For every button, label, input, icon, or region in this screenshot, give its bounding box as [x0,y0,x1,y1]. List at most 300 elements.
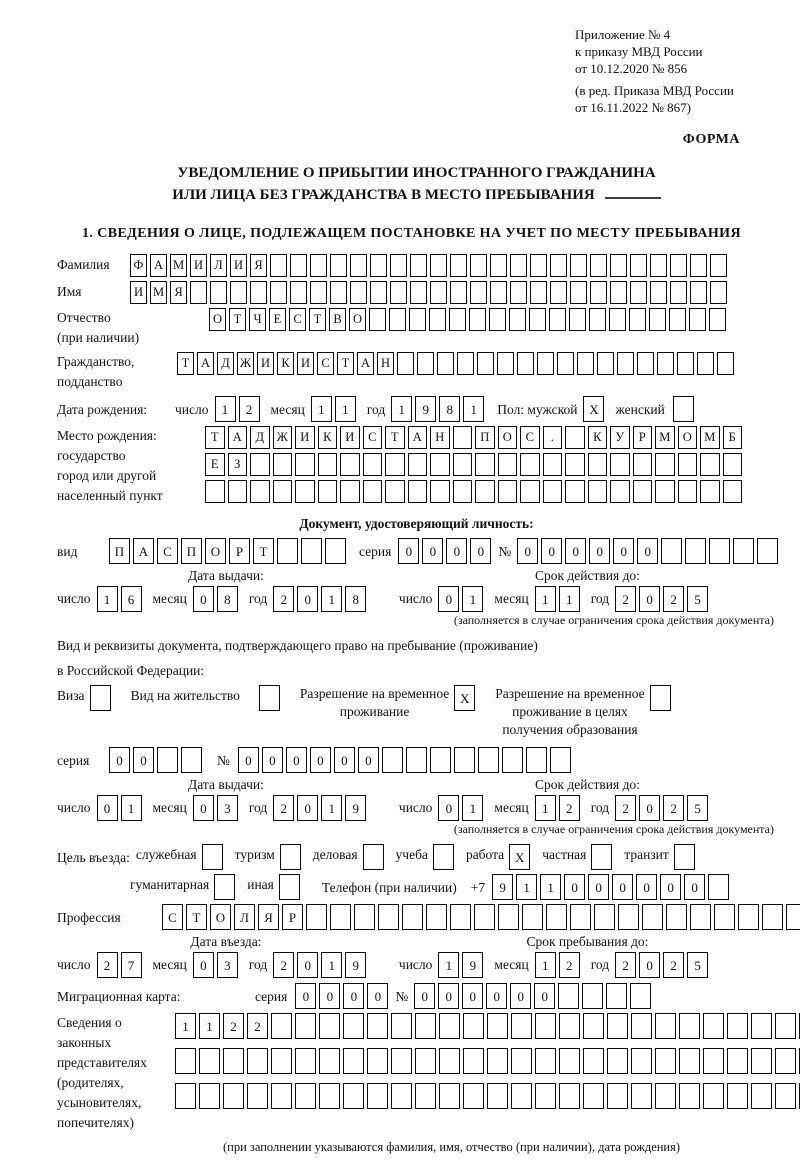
char-cell[interactable]: И [340,426,360,449]
char-cell[interactable] [617,352,634,375]
char-cell[interactable] [700,453,720,476]
char-cell[interactable] [378,904,399,930]
char-cell[interactable] [406,747,427,773]
char-cell[interactable]: 0 [438,795,459,821]
char-cell[interactable]: А [197,352,214,375]
char-cell[interactable]: 1 [199,1013,220,1039]
char-cell[interactable] [430,453,450,476]
char-cell[interactable] [310,254,327,277]
char-cell[interactable]: 5 [687,795,708,821]
char-cell[interactable]: 0 [510,983,531,1009]
char-cell[interactable]: 0 [438,586,459,612]
char-cell[interactable] [655,480,675,503]
char-cell[interactable] [606,983,627,1009]
char-cell[interactable]: Р [282,904,303,930]
char-cell[interactable] [520,453,540,476]
char-cell[interactable] [685,538,706,564]
char-cell[interactable] [570,281,587,304]
char-cell[interactable] [290,281,307,304]
char-cell[interactable]: 0 [343,983,364,1009]
char-cell[interactable]: 0 [589,538,610,564]
char-cell[interactable]: 1 [321,795,342,821]
char-cell[interactable] [546,904,567,930]
char-cell[interactable]: 1 [516,874,537,900]
char-cell[interactable]: Л [234,904,255,930]
char-cell[interactable] [450,281,467,304]
char-cell[interactable]: 1 [97,586,118,612]
char-cell[interactable]: А [228,426,248,449]
char-cell[interactable] [318,480,338,503]
char-cell[interactable] [569,308,586,331]
char-cell[interactable] [199,1083,220,1109]
char-cell[interactable]: 0 [286,747,307,773]
char-cell[interactable]: Т [205,426,225,449]
char-cell[interactable] [775,1013,796,1039]
char-cell[interactable] [550,254,567,277]
char-cell[interactable] [630,983,651,1009]
char-cell[interactable] [565,426,585,449]
char-cell[interactable] [650,281,667,304]
char-cell[interactable] [271,1048,292,1074]
char-cell[interactable] [370,281,387,304]
char-cell[interactable] [757,538,778,564]
char-cell[interactable]: Я [258,904,279,930]
char-cell[interactable] [590,281,607,304]
char-cell[interactable]: 1 [438,952,459,978]
char-cell[interactable]: Ф [130,254,147,277]
char-cell[interactable] [637,352,654,375]
char-cell[interactable] [591,844,612,870]
char-cell[interactable]: 9 [345,795,366,821]
char-cell[interactable]: Ж [273,426,293,449]
char-cell[interactable] [738,904,759,930]
char-cell[interactable] [175,1048,196,1074]
char-cell[interactable] [618,904,639,930]
char-cell[interactable]: С [162,904,183,930]
char-cell[interactable] [607,1048,628,1074]
char-cell[interactable]: М [150,281,167,304]
char-cell[interactable] [650,685,671,711]
char-cell[interactable]: 0 [319,983,340,1009]
char-cell[interactable] [570,254,587,277]
char-cell[interactable]: И [257,352,274,375]
char-cell[interactable] [543,480,563,503]
char-cell[interactable] [433,844,454,870]
char-cell[interactable]: 0 [297,586,318,612]
char-cell[interactable]: Ч [249,308,266,331]
char-cell[interactable]: Б [723,426,743,449]
char-cell[interactable] [559,1083,580,1109]
char-cell[interactable]: 1 [535,795,556,821]
char-cell[interactable]: 0 [133,747,154,773]
char-cell[interactable] [228,480,248,503]
char-cell[interactable]: 0 [109,747,130,773]
char-cell[interactable] [543,453,563,476]
char-cell[interactable] [430,281,447,304]
char-cell[interactable] [631,1083,652,1109]
char-cell[interactable] [630,281,647,304]
char-cell[interactable] [439,1013,460,1039]
char-cell[interactable] [343,1013,364,1039]
char-cell[interactable] [340,453,360,476]
char-cell[interactable] [657,352,674,375]
char-cell[interactable]: 1 [335,396,356,422]
char-cell[interactable]: 0 [534,983,555,1009]
char-cell[interactable]: 1 [175,1013,196,1039]
char-cell[interactable] [415,1048,436,1074]
char-cell[interactable]: О [498,426,518,449]
char-cell[interactable] [330,904,351,930]
char-cell[interactable] [642,904,663,930]
char-cell[interactable] [390,254,407,277]
char-cell[interactable] [762,904,783,930]
char-cell[interactable]: 1 [321,952,342,978]
char-cell[interactable] [415,1083,436,1109]
char-cell[interactable]: 1 [462,795,483,821]
char-cell[interactable]: О [349,308,366,331]
char-cell[interactable] [489,308,506,331]
char-cell[interactable] [280,844,301,870]
char-cell[interactable]: 3 [217,952,238,978]
char-cell[interactable]: О [210,904,231,930]
char-cell[interactable] [325,538,346,564]
char-cell[interactable] [330,281,347,304]
char-cell[interactable] [363,480,383,503]
char-cell[interactable] [475,480,495,503]
char-cell[interactable] [310,281,327,304]
char-cell[interactable]: 2 [559,952,580,978]
char-cell[interactable]: З [228,453,248,476]
char-cell[interactable]: О [205,538,226,564]
char-cell[interactable] [723,453,743,476]
char-cell[interactable] [673,396,694,422]
char-cell[interactable]: 0 [438,983,459,1009]
char-cell[interactable]: 9 [492,874,513,900]
char-cell[interactable]: 1 [321,586,342,612]
char-cell[interactable] [475,453,495,476]
char-cell[interactable] [469,308,486,331]
char-cell[interactable]: Н [377,352,394,375]
char-cell[interactable] [430,480,450,503]
char-cell[interactable]: 0 [639,952,660,978]
char-cell[interactable] [487,1048,508,1074]
char-cell[interactable] [369,308,386,331]
char-cell[interactable]: 1 [559,586,580,612]
char-cell[interactable]: 1 [540,874,561,900]
char-cell[interactable] [410,254,427,277]
char-cell[interactable]: 1 [391,396,412,422]
char-cell[interactable] [370,254,387,277]
char-cell[interactable] [397,352,414,375]
char-cell[interactable] [470,254,487,277]
char-cell[interactable] [175,1083,196,1109]
char-cell[interactable] [607,1083,628,1109]
char-cell[interactable] [703,1048,724,1074]
char-cell[interactable] [463,1083,484,1109]
char-cell[interactable] [666,904,687,930]
char-cell[interactable]: А [357,352,374,375]
char-cell[interactable] [565,480,585,503]
char-cell[interactable] [679,1013,700,1039]
char-cell[interactable] [498,480,518,503]
char-cell[interactable] [775,1083,796,1109]
char-cell[interactable] [511,1013,532,1039]
char-cell[interactable] [391,1013,412,1039]
char-cell[interactable]: П [109,538,130,564]
char-cell[interactable] [463,1013,484,1039]
char-cell[interactable] [629,308,646,331]
char-cell[interactable]: Т [309,308,326,331]
char-cell[interactable]: 0 [193,586,214,612]
char-cell[interactable]: К [588,426,608,449]
char-cell[interactable] [270,254,287,277]
char-cell[interactable]: У [610,426,630,449]
char-cell[interactable] [385,480,405,503]
char-cell[interactable]: 8 [439,396,460,422]
char-cell[interactable] [709,308,726,331]
char-cell[interactable] [318,453,338,476]
char-cell[interactable] [410,281,427,304]
char-cell[interactable]: 1 [535,586,556,612]
char-cell[interactable] [319,1013,340,1039]
char-cell[interactable]: 2 [97,952,118,978]
char-cell[interactable] [439,1048,460,1074]
char-cell[interactable] [478,747,499,773]
char-cell[interactable] [202,844,223,870]
char-cell[interactable]: В [329,308,346,331]
char-cell[interactable]: 0 [588,874,609,900]
char-cell[interactable] [319,1048,340,1074]
char-cell[interactable]: И [190,254,207,277]
char-cell[interactable] [498,453,518,476]
char-cell[interactable] [631,1013,652,1039]
char-cell[interactable]: 0 [637,538,658,564]
char-cell[interactable]: И [295,426,315,449]
char-cell[interactable] [463,1048,484,1074]
char-cell[interactable]: 0 [639,586,660,612]
char-cell[interactable]: X [509,844,530,870]
char-cell[interactable] [610,281,627,304]
char-cell[interactable] [610,453,630,476]
char-cell[interactable]: Ж [237,352,254,375]
char-cell[interactable] [717,352,734,375]
char-cell[interactable] [367,1083,388,1109]
char-cell[interactable]: 2 [273,795,294,821]
char-cell[interactable] [655,453,675,476]
char-cell[interactable]: 2 [559,795,580,821]
char-cell[interactable]: 0 [295,983,316,1009]
char-cell[interactable]: Т [229,308,246,331]
char-cell[interactable]: 2 [273,952,294,978]
char-cell[interactable]: 9 [345,952,366,978]
char-cell[interactable] [733,538,754,564]
char-cell[interactable]: 0 [565,538,586,564]
char-cell[interactable] [690,904,711,930]
char-cell[interactable] [537,352,554,375]
char-cell[interactable] [205,480,225,503]
char-cell[interactable] [509,308,526,331]
char-cell[interactable] [517,352,534,375]
char-cell[interactable]: Р [229,538,250,564]
char-cell[interactable] [633,480,653,503]
char-cell[interactable] [487,1013,508,1039]
char-cell[interactable] [350,254,367,277]
char-cell[interactable] [487,1083,508,1109]
char-cell[interactable]: 0 [422,538,443,564]
char-cell[interactable] [453,480,473,503]
char-cell[interactable] [250,480,270,503]
char-cell[interactable] [259,685,280,711]
char-cell[interactable]: 0 [193,952,214,978]
char-cell[interactable] [751,1048,772,1074]
char-cell[interactable] [633,453,653,476]
char-cell[interactable] [558,983,579,1009]
char-cell[interactable] [630,254,647,277]
char-cell[interactable] [343,1048,364,1074]
char-cell[interactable]: Т [253,538,274,564]
char-cell[interactable] [583,1013,604,1039]
char-cell[interactable] [270,281,287,304]
char-cell[interactable] [271,1013,292,1039]
char-cell[interactable]: 5 [687,586,708,612]
char-cell[interactable] [330,254,347,277]
char-cell[interactable]: 2 [663,795,684,821]
char-cell[interactable] [223,1048,244,1074]
char-cell[interactable] [363,844,384,870]
char-cell[interactable] [474,904,495,930]
char-cell[interactable] [530,254,547,277]
char-cell[interactable]: К [277,352,294,375]
char-cell[interactable] [343,1083,364,1109]
char-cell[interactable]: А [133,538,154,564]
char-cell[interactable]: П [475,426,495,449]
char-cell[interactable]: 0 [398,538,419,564]
char-cell[interactable]: 0 [541,538,562,564]
char-cell[interactable] [363,453,383,476]
char-cell[interactable]: Я [170,281,187,304]
char-cell[interactable]: X [583,396,604,422]
char-cell[interactable] [430,747,451,773]
char-cell[interactable] [714,904,735,930]
char-cell[interactable]: Л [210,254,227,277]
char-cell[interactable] [457,352,474,375]
char-cell[interactable] [429,308,446,331]
char-cell[interactable]: Е [269,308,286,331]
char-cell[interactable] [391,1048,412,1074]
char-cell[interactable]: 2 [615,795,636,821]
char-cell[interactable] [439,1083,460,1109]
char-cell[interactable] [470,281,487,304]
char-cell[interactable] [786,904,800,930]
char-cell[interactable]: 0 [310,747,331,773]
char-cell[interactable] [250,281,267,304]
char-cell[interactable] [273,480,293,503]
char-cell[interactable] [306,904,327,930]
char-cell[interactable]: Т [385,426,405,449]
char-cell[interactable]: М [170,254,187,277]
char-cell[interactable]: 0 [446,538,467,564]
char-cell[interactable] [477,352,494,375]
char-cell[interactable] [530,281,547,304]
char-cell[interactable] [679,1083,700,1109]
char-cell[interactable] [697,352,714,375]
char-cell[interactable] [609,308,626,331]
char-cell[interactable] [535,1083,556,1109]
char-cell[interactable] [577,352,594,375]
char-cell[interactable]: О [209,308,226,331]
char-cell[interactable] [408,480,428,503]
char-cell[interactable] [727,1048,748,1074]
char-cell[interactable]: 0 [613,538,634,564]
char-cell[interactable] [526,747,547,773]
char-cell[interactable]: Е [205,453,225,476]
char-cell[interactable]: 0 [358,747,379,773]
char-cell[interactable] [402,904,423,930]
char-cell[interactable]: 0 [612,874,633,900]
char-cell[interactable] [250,453,270,476]
char-cell[interactable]: С [317,352,334,375]
char-cell[interactable] [437,352,454,375]
char-cell[interactable] [271,1083,292,1109]
char-cell[interactable] [301,538,322,564]
char-cell[interactable]: 1 [462,586,483,612]
char-cell[interactable] [417,352,434,375]
char-cell[interactable] [223,1083,244,1109]
char-cell[interactable] [655,1083,676,1109]
char-cell[interactable]: 0 [367,983,388,1009]
char-cell[interactable] [199,1048,220,1074]
char-cell[interactable] [181,747,202,773]
char-cell[interactable] [669,308,686,331]
char-cell[interactable]: Я [250,254,267,277]
char-cell[interactable] [590,254,607,277]
char-cell[interactable] [775,1048,796,1074]
char-cell[interactable] [655,1048,676,1074]
char-cell[interactable] [450,254,467,277]
char-cell[interactable] [655,1013,676,1039]
char-cell[interactable] [511,1083,532,1109]
char-cell[interactable] [430,254,447,277]
char-cell[interactable] [449,308,466,331]
char-cell[interactable] [550,281,567,304]
char-cell[interactable]: 0 [564,874,585,900]
char-cell[interactable]: Т [186,904,207,930]
char-cell[interactable] [679,1048,700,1074]
char-cell[interactable]: 0 [462,983,483,1009]
char-cell[interactable] [497,352,514,375]
char-cell[interactable]: 0 [297,952,318,978]
char-cell[interactable] [594,904,615,930]
char-cell[interactable] [588,480,608,503]
char-cell[interactable] [277,538,298,564]
char-cell[interactable]: Т [177,352,194,375]
char-cell[interactable] [709,538,730,564]
char-cell[interactable] [295,1083,316,1109]
char-cell[interactable] [230,281,247,304]
char-cell[interactable] [214,874,235,900]
char-cell[interactable]: 2 [663,952,684,978]
char-cell[interactable]: А [150,254,167,277]
char-cell[interactable] [631,1048,652,1074]
char-cell[interactable] [157,747,178,773]
char-cell[interactable] [529,308,546,331]
char-cell[interactable] [589,308,606,331]
char-cell[interactable]: 5 [687,952,708,978]
char-cell[interactable]: 1 [311,396,332,422]
char-cell[interactable] [279,874,300,900]
char-cell[interactable] [382,747,403,773]
char-cell[interactable] [273,453,293,476]
